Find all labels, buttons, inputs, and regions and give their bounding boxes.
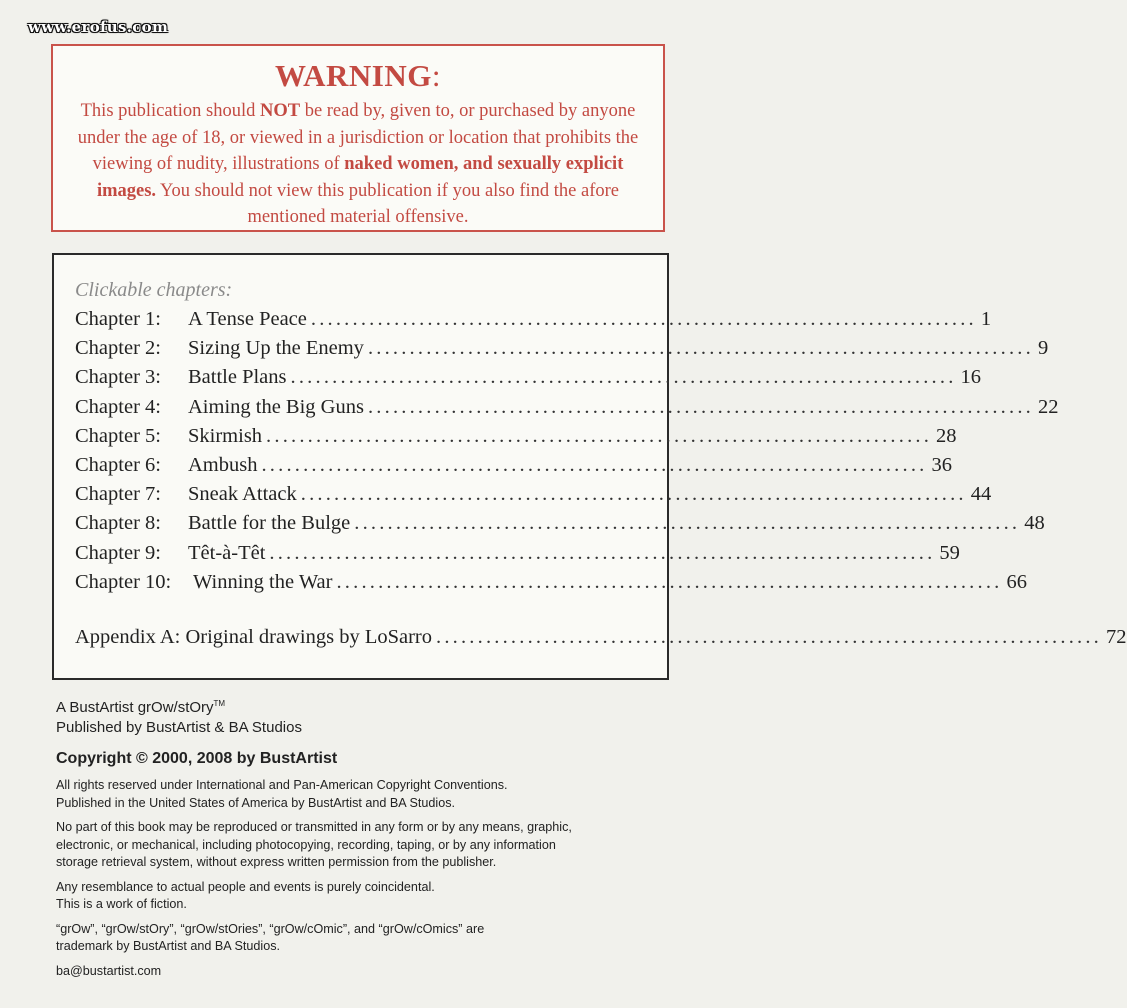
table-of-contents — [52, 253, 1127, 680]
chapter-number: Chapter 10: — [75, 570, 172, 593]
chapter-label — [75, 483, 297, 506]
chapter-page: 9 — [1037, 337, 1049, 360]
fiction-notice: Any resemblance to actual people and events is purely coincidental. This is a work of fiction. — [56, 879, 435, 911]
chapter-page: 28 — [936, 424, 957, 447]
toc-chapter-link[interactable] — [75, 395, 1059, 425]
chapter-title: Sneak Attack — [188, 483, 297, 506]
credits — [56, 694, 676, 980]
toc-chapter-link[interactable] — [75, 366, 982, 395]
chapter-title: A Tense Peace — [188, 308, 307, 330]
dot-leader: ................................................................................ — [436, 626, 1102, 648]
warning-text: This publication should NOT be read by, given to, or purchased by anyone under the age of 18, or viewed in a jurisdiction or location that prohibits the viewing of nudity, illustrations of naked women, and sexually explicit images. You should not view this publication if you also find the afore mentioned material offensive. — [77, 101, 639, 227]
chapter-page: 16 — [960, 366, 982, 389]
toc-chapter-link[interactable] — [75, 541, 960, 571]
dot-leader: ................................................................................ — [300, 483, 967, 506]
chapter-list — [75, 308, 1059, 600]
dot-leader: ................................................................................ — [367, 395, 1034, 418]
series-line: A BustArtist grOw/stOry™ — [56, 699, 226, 716]
chapter-page: 59 — [939, 541, 960, 564]
chapter-label — [75, 454, 257, 477]
chapter-label — [75, 571, 332, 594]
dot-leader: ................................................................................ — [354, 512, 1021, 535]
chapter-page: 36 — [931, 453, 952, 476]
warning-title: WARNING: — [275, 58, 441, 93]
chapter-label — [75, 366, 287, 389]
dot-leader: ................................................................................ — [290, 366, 957, 389]
chapter-number: Chapter 4: — [75, 395, 161, 418]
toc-chapter-link[interactable] — [75, 308, 992, 337]
toc-chapter-link[interactable] — [75, 453, 952, 483]
chapter-title: Têt-à-Têt — [188, 541, 266, 564]
appendix-label: Appendix A: Original drawings by LoSarro — [75, 626, 432, 648]
chapter-number: Chapter 8: — [75, 512, 161, 535]
chapter-label — [75, 308, 307, 331]
chapter-page: 22 — [1037, 395, 1059, 418]
chapter-number: Chapter 3: — [75, 366, 161, 389]
chapter-label — [75, 337, 364, 360]
copyright-line: Copyright © 2000, 2008 by BustArtist — [56, 750, 338, 767]
dot-leader: ................................................................................ — [336, 570, 1003, 593]
chapter-number: Chapter 2: — [75, 337, 161, 360]
dot-leader: ................................................................................ — [261, 453, 928, 476]
reproduction-notice: No part of this book may be reproduced or transmitted in any form or by any means, graphic, electronic, or mechanical, including photocopying, recording, taping, or by any information storage retrieval system, without express written permission from the publisher. — [56, 820, 572, 869]
appendix-page: 72 — [1106, 626, 1127, 648]
toc-chapter-link[interactable] — [75, 512, 1045, 541]
toc-chapter-link[interactable] — [75, 424, 957, 454]
chapter-title: Aiming the Big Guns — [188, 395, 364, 418]
contact-email[interactable]: ba@bustartist.com — [56, 963, 162, 978]
dot-leader: ................................................................................ — [310, 308, 977, 330]
dot-leader: ................................................................................ — [367, 337, 1034, 360]
toc-heading: Clickable chapters: — [75, 279, 233, 301]
toc-chapter-link[interactable] — [75, 570, 1027, 600]
toc-appendix-link[interactable] — [75, 626, 1127, 655]
dot-leader: ................................................................................ — [269, 541, 936, 564]
chapter-title: Winning the War — [193, 570, 333, 593]
chapter-number: Chapter 6: — [75, 453, 161, 476]
chapter-title: Ambush — [188, 453, 258, 476]
toc-chapter-link[interactable] — [75, 337, 1049, 366]
chapter-label — [75, 425, 262, 448]
rights-notice: All rights reserved under International and Pan-American Copyright Conventions. Published in the United States of America by BustArtist and BA Studios. — [56, 778, 508, 810]
warning-box — [51, 44, 665, 232]
chapter-label — [75, 396, 364, 419]
chapter-number: Chapter 7: — [75, 483, 161, 506]
chapter-title: Battle for the Bulge — [188, 512, 351, 535]
chapter-page: 48 — [1024, 512, 1045, 535]
chapter-title: Battle Plans — [188, 366, 287, 389]
chapter-title: Sizing Up the Enemy — [188, 337, 364, 360]
dot-leader: ................................................................................ — [266, 424, 933, 447]
chapter-number: Chapter 5: — [75, 424, 161, 447]
chapter-title: Skirmish — [188, 424, 263, 447]
chapter-page: 44 — [970, 483, 992, 506]
site-watermark: www.erofus.com — [28, 18, 169, 36]
chapter-page: 66 — [1006, 570, 1027, 593]
toc-chapter-link[interactable] — [75, 483, 992, 512]
chapter-page: 1 — [980, 308, 992, 330]
chapter-label — [75, 542, 265, 565]
publisher-line: Published by BustArtist & BA Studios — [56, 719, 302, 736]
trademark-notice: “grOw”, “grOw/stOry”, “grOw/stOries”, “grOw/cOmic”, and “grOw/cOmics” are trademark by BustArtist and BA Studios. — [56, 921, 485, 953]
chapter-number: Chapter 9: — [75, 541, 161, 564]
chapter-number: Chapter 1: — [75, 308, 161, 330]
chapter-label — [75, 512, 350, 535]
